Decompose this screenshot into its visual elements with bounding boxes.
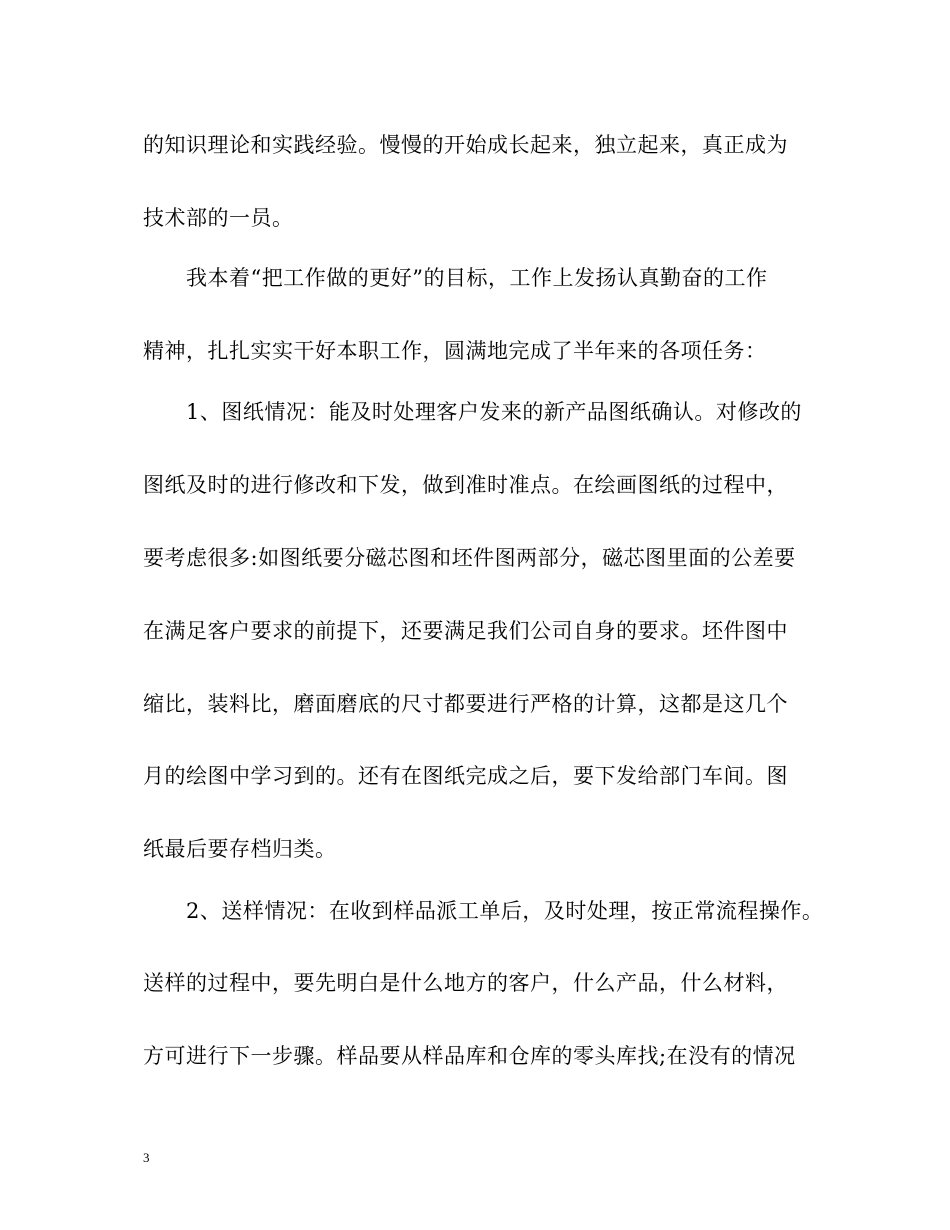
page-number: 3 [143, 1150, 150, 1165]
body-text-line: 技术部的一员。 [143, 206, 294, 230]
list-item-first-line: 2、送样情况：在收到样品派工单后，及时处理，按正常流程操作。 [186, 899, 824, 923]
list-item-first-line: 1、图纸情况：能及时处理客户发来的新产品图纸确认。对修改的 [186, 400, 802, 424]
body-text-line: 纸最后要存档归类。 [143, 837, 337, 861]
body-text-line: 精神，扎扎实实干好本职工作，圆满地完成了半年来的各项任务： [143, 339, 767, 363]
body-text-line: 送样的过程中，要先明白是什么地方的客户，什么产品，什么材料， [143, 971, 788, 995]
paragraph-first-line: 我本着“把工作做的更好”的目标，工作上发扬认真勤奋的工作 [186, 266, 768, 290]
body-text-line: 缩比，装料比，磨面磨底的尺寸都要进行严格的计算，这都是这几个 [143, 692, 788, 716]
body-text-line: 图纸及时的进行修改和下发，做到准时准点。在绘画图纸的过程中， [143, 473, 788, 497]
body-text-line: 月的绘图中学习到的。还有在图纸完成之后，要下发给部门车间。图 [143, 764, 788, 788]
body-text-line: 方可进行下一步骤。样品要从样品库和仓库的零头库找;在没有的情况 [143, 1044, 796, 1068]
body-text-line: 在满足客户要求的前提下，还要满足我们公司自身的要求。坯件图中 [143, 619, 788, 643]
body-text-line: 的知识理论和实践经验。慢慢的开始成长起来，独立起来，真正成为 [143, 133, 788, 157]
body-text-line: 要考虑很多:如图纸要分磁芯图和坯件图两部分，磁芯图里面的公差要 [143, 546, 796, 570]
